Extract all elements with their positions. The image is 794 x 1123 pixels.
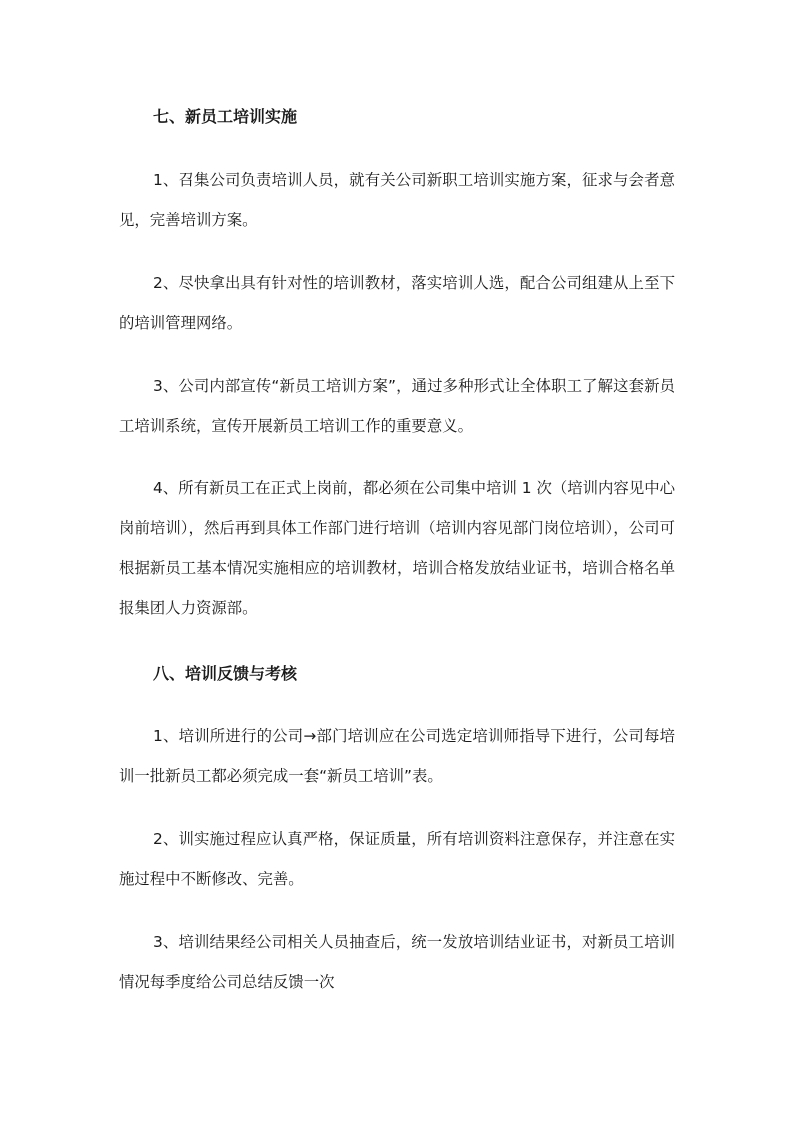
paragraph-8-2: 2、训实施过程应认真严格，保证质量，所有培训资料注意保存，并注意在实施过程中不断修改、完善。	[119, 830, 675, 888]
paragraph-7-3: 3、公司内部宣传“新员工培训方案”，通过多种形式让全体职工了解这套新员工培训系统，宣传开展新员工培训工作的重要意义。	[119, 377, 675, 435]
paragraph-8-3: 3、培训结果经公司相关人员抽查后，统一发放培训结业证书，对新员工培训情况每季度给公司总结反馈一次	[119, 933, 675, 991]
section-heading-8: 八、培训反馈与考核	[153, 664, 298, 683]
paragraph-7-2: 2、尽快拿出具有针对性的培训教材，落实培训人选，配合公司组建从上至下的培训管理网络。	[119, 274, 675, 332]
paragraph-8-1: 1、培训所进行的公司→部门培训应在公司选定培训师指导下进行，公司每培训一批新员工都必须完成一套“新员工培训”表。	[119, 727, 675, 785]
section-heading-7: 七、新员工培训实施	[153, 107, 298, 126]
paragraph-7-4: 4、所有新员工在正式上岗前，都必须在公司集中培训 1 次（培训内容见中心岗前培训），然后再到具体工作部门进行培训（培训内容见部门岗位培训），公司可根据新员工基本情况实施相应的培训教材，培训合格发放结业证书，培训合格名单报集团人力资源部。	[119, 479, 675, 617]
paragraph-7-1: 1、召集公司负责培训人员，就有关公司新职工培训实施方案，征求与会者意见，完善培训方案。	[119, 171, 675, 229]
